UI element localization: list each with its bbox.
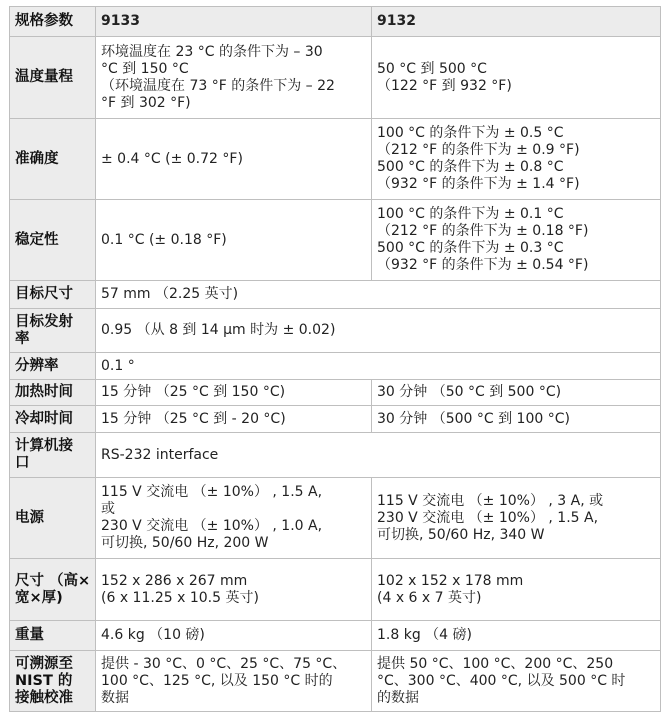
row-target-size — [10, 281, 661, 309]
cell-shared: RS-232 interface — [96, 433, 661, 478]
row-label: 重量 — [10, 621, 96, 651]
row-dimensions — [10, 559, 661, 621]
cell-shared: 0.95 （从 8 到 14 μm 时为 ± 0.02) — [96, 309, 661, 353]
cell-9132: 102 x 152 x 178 mm (4 x 6 x 7 英寸) — [372, 559, 661, 621]
row-label: 准确度 — [10, 119, 96, 200]
row-label: 目标发射 率 — [10, 309, 96, 353]
row-label: 目标尺寸 — [10, 281, 96, 309]
row-resolution — [10, 353, 661, 380]
cell-9133: ± 0.4 °C (± 0.72 °F) — [96, 119, 372, 200]
row-label: 稳定性 — [10, 200, 96, 281]
cell-shared: 57 mm （2.25 英寸) — [96, 281, 661, 309]
row-label: 电源 — [10, 478, 96, 559]
cell-9133: 0.1 °C (± 0.18 °F) — [96, 200, 372, 281]
row-emissivity — [10, 309, 661, 353]
cell-9132: 115 V 交流电 （± 10%） , 3 A, 或 230 V 交流电 （± 10%） , 1.5 A, 可切换, 50/60 Hz, 340 W — [372, 478, 661, 559]
table-header-row — [10, 7, 661, 37]
cell-9132: 100 °C 的条件下为 ± 0.5 °C （212 °F 的条件下为 ± 0.9 °F) 500 °C 的条件下为 ± 0.8 °C （932 °F 的条件下为 ± 1.4 °F) — [372, 119, 661, 200]
row-stability — [10, 200, 661, 281]
cell-9132: 50 °C 到 500 °C （122 °F 到 932 °F) — [372, 37, 661, 119]
header-spec-label: 规格参数 — [10, 7, 96, 37]
cell-9133: 15 分钟 （25 °C 到 150 °C) — [96, 380, 372, 406]
row-label: 冷却时间 — [10, 406, 96, 433]
row-weight — [10, 621, 661, 651]
row-cool-time — [10, 406, 661, 433]
row-heat-time — [10, 380, 661, 406]
cell-9133: 环境温度在 23 °C 的条件下为 – 30 °C 到 150 °C （环境温度在 73 °F 的条件下为 – 22 °F 到 302 °F) — [96, 37, 372, 119]
row-temp-range — [10, 37, 661, 119]
row-label: 计算机接 口 — [10, 433, 96, 478]
row-accuracy — [10, 119, 661, 200]
row-power — [10, 478, 661, 559]
cell-shared: 0.1 ° — [96, 353, 661, 380]
row-label: 温度量程 — [10, 37, 96, 119]
spec-table — [9, 6, 661, 712]
row-label: 尺寸 （高× 宽×厚) — [10, 559, 96, 621]
cell-9132: 30 分钟 （500 °C 到 100 °C) — [372, 406, 661, 433]
cell-9133: 152 x 286 x 267 mm (6 x 11.25 x 10.5 英寸) — [96, 559, 372, 621]
header-model-9133: 9133 — [96, 7, 372, 37]
row-label: 可溯源至 NIST 的 接触校准 — [10, 651, 96, 712]
row-label: 加热时间 — [10, 380, 96, 406]
row-traceable — [10, 651, 661, 712]
cell-9133: 4.6 kg （10 磅) — [96, 621, 372, 651]
row-interface — [10, 433, 661, 478]
cell-9133: 115 V 交流电 （± 10%） , 1.5 A, 或 230 V 交流电 （± 10%） , 1.0 A, 可切换, 50/60 Hz, 200 W — [96, 478, 372, 559]
header-model-9132: 9132 — [372, 7, 661, 37]
row-label: 分辨率 — [10, 353, 96, 380]
cell-9132: 30 分钟 （50 °C 到 500 °C) — [372, 380, 661, 406]
cell-9133: 15 分钟 （25 °C 到 - 20 °C) — [96, 406, 372, 433]
cell-9132: 1.8 kg （4 磅) — [372, 621, 661, 651]
cell-9132: 提供 50 °C、100 °C、200 °C、250 °C、300 °C、400 °C, 以及 500 °C 时 的数据 — [372, 651, 661, 712]
cell-9132: 100 °C 的条件下为 ± 0.1 °C （212 °F 的条件下为 ± 0.18 °F) 500 °C 的条件下为 ± 0.3 °C （932 °F 的条件下为 ± 0.54 °F) — [372, 200, 661, 281]
cell-9133: 提供 - 30 °C、0 °C、25 °C、75 °C、 100 °C、125 °C, 以及 150 °C 时的 数据 — [96, 651, 372, 712]
